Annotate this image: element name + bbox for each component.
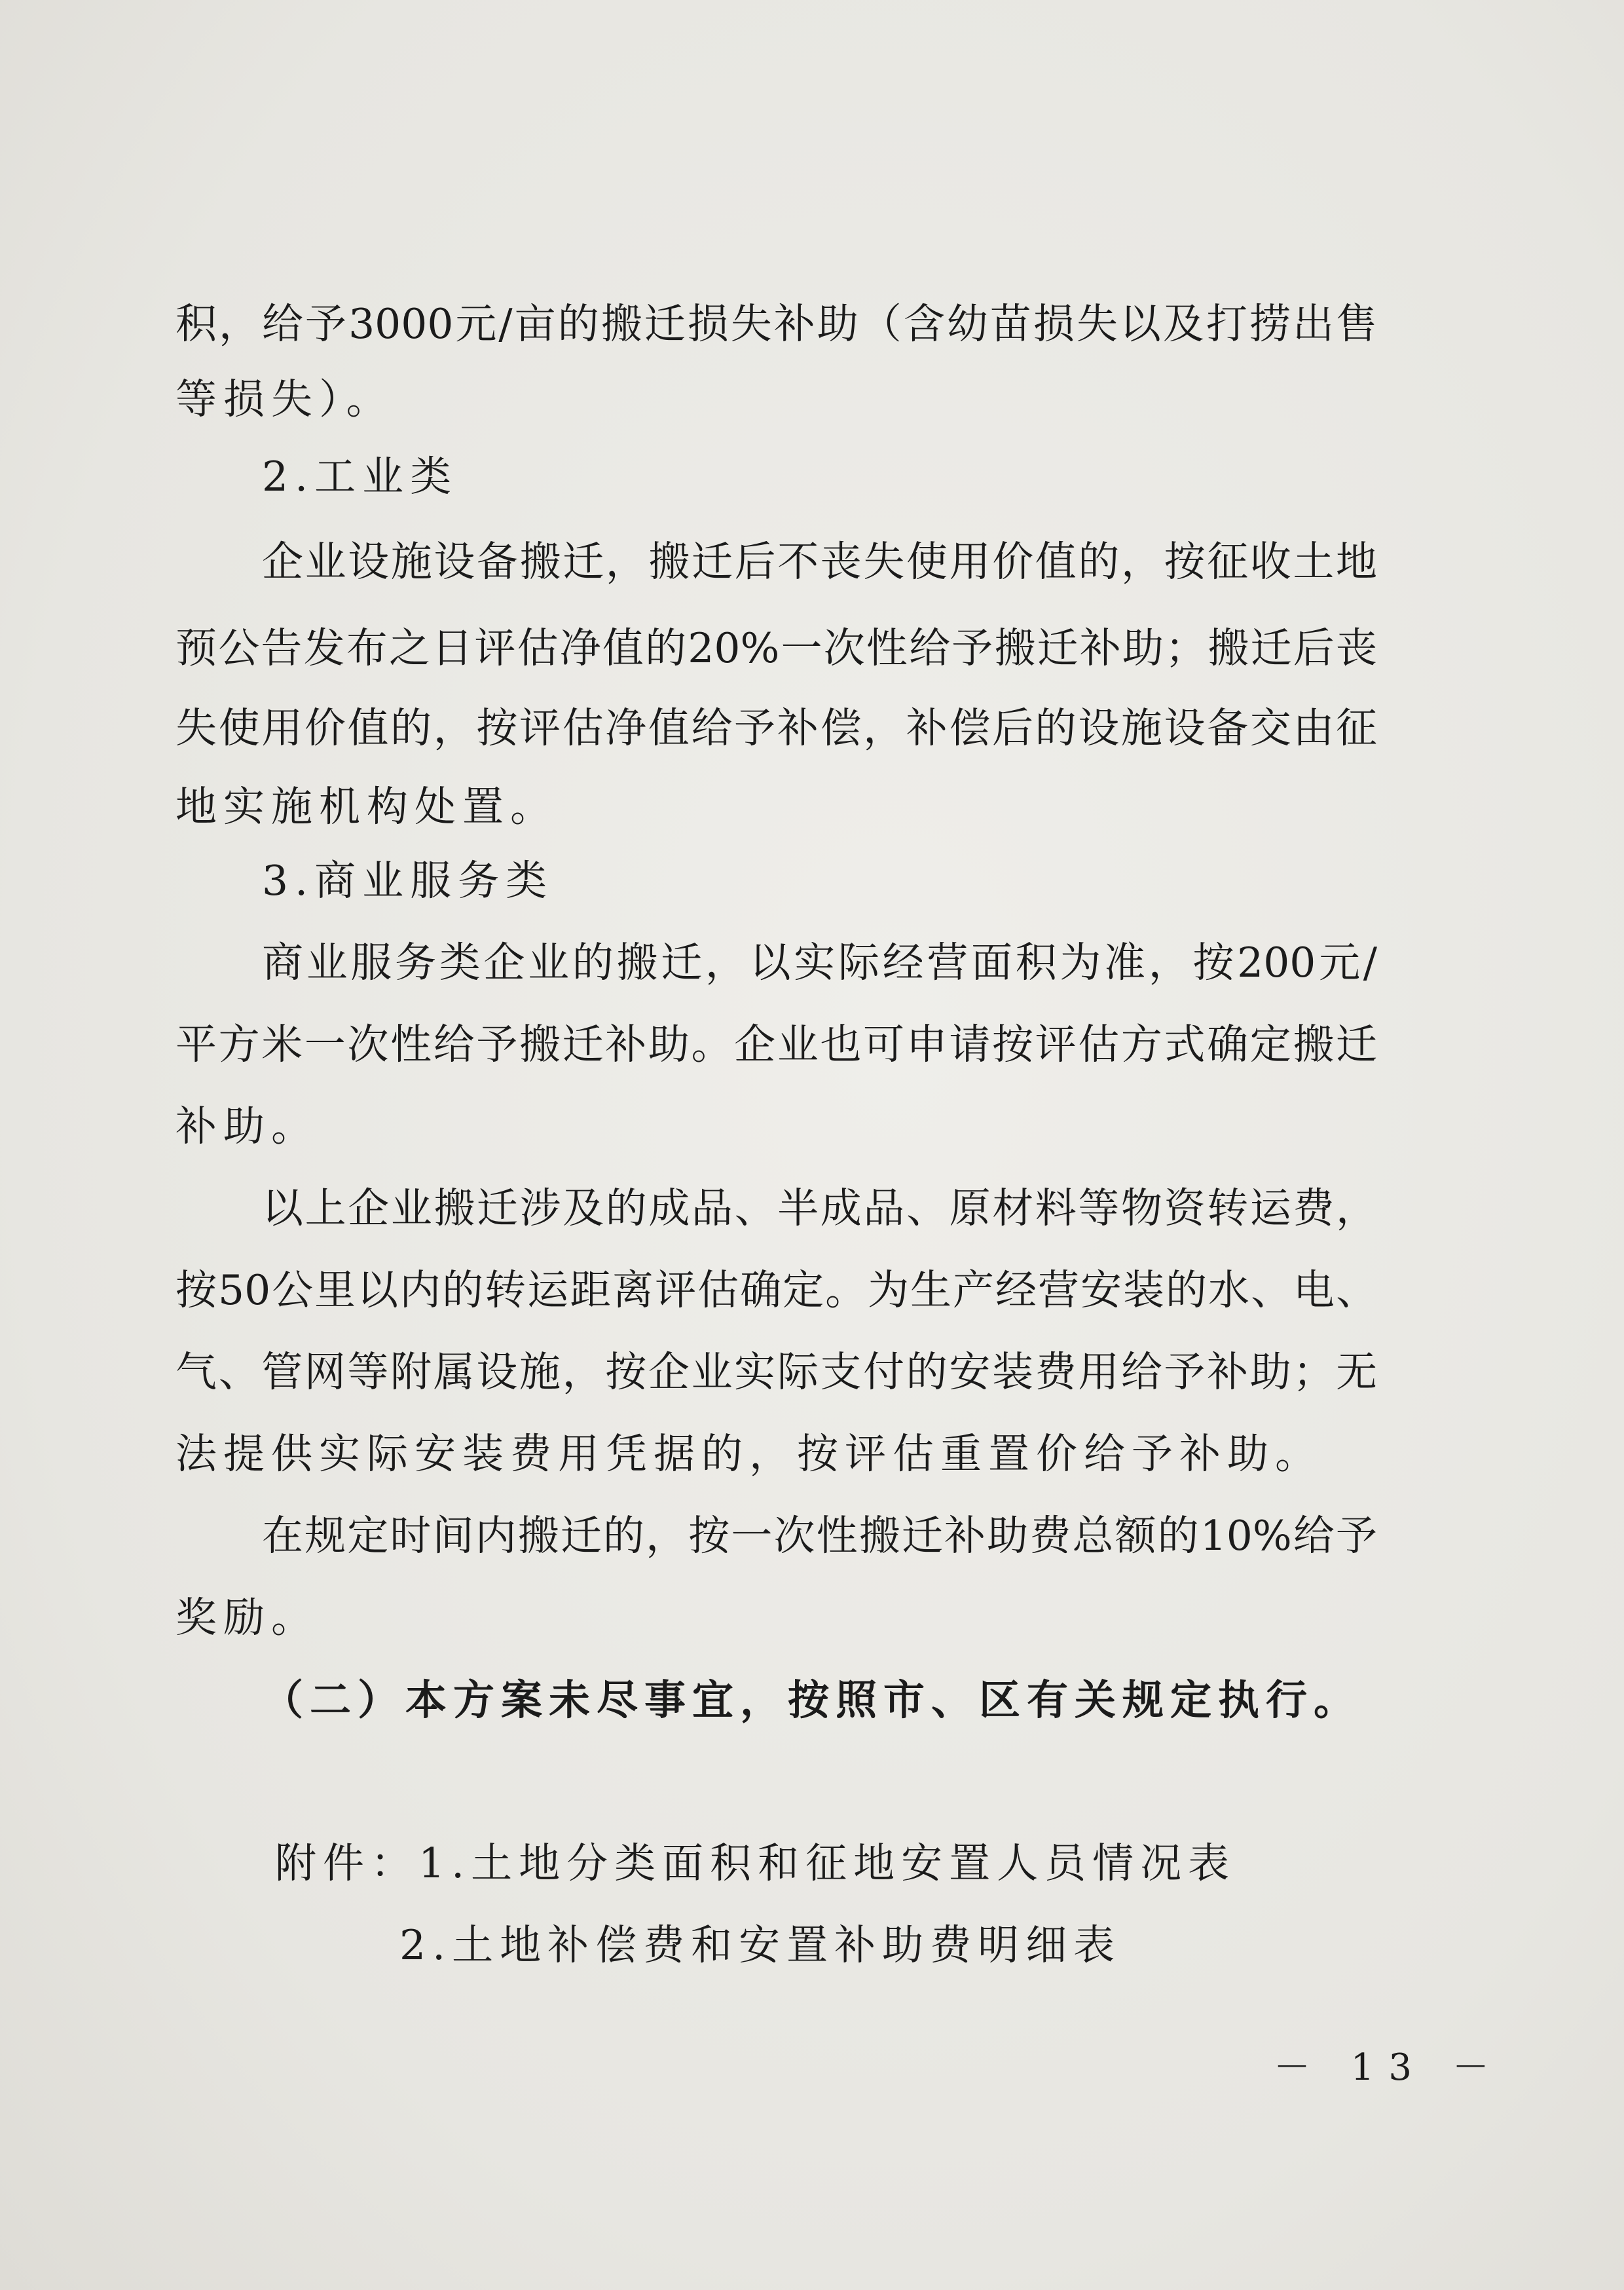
paragraph-line: 积，给予3000元/亩的搬迁损失补助（含幼苗损失以及打捞出售 <box>175 300 1377 348</box>
paragraph-line: 失使用价值的，按评估净值给予补偿，补偿后的设施设备交由征 <box>175 704 1377 752</box>
paragraph-line: 在规定时间内搬迁的，按一次性搬迁补助费总额的10%给予 <box>262 1512 1377 1560</box>
paragraph-line: 平方米一次性给予搬迁补助。企业也可申请按评估方式确定搬迁 <box>175 1021 1377 1068</box>
attachments-label: 附件： <box>275 1839 418 1887</box>
attachment-item: 2.土地补偿费和安置补助费明细表 <box>399 1921 1122 1969</box>
paragraph-line: 补助。 <box>175 1102 319 1150</box>
paragraph-line: 商业服务类企业的搬迁，以实际经营面积为准，按200元/ <box>262 939 1377 986</box>
paragraph-line: 奖励。 <box>175 1594 319 1642</box>
paragraph-line: 气、管网等附属设施，按企业实际支付的安装费用给予补助；无 <box>175 1348 1377 1396</box>
section-heading-industry: 2.工业类 <box>262 453 458 500</box>
paragraph-line: 企业设施设备搬迁，搬迁后不丧失使用价值的，按征收土地 <box>262 538 1377 586</box>
paragraph-line: 法提供实际安装费用凭据的，按评估重置价给予补助。 <box>175 1430 1323 1478</box>
section-heading-commercial: 3.商业服务类 <box>262 857 554 905</box>
page-number: － 13 － <box>1274 2046 1504 2089</box>
paragraph-line: 按50公里以内的转运距离评估确定。为生产经营安装的水、电、 <box>175 1266 1377 1314</box>
paragraph-line: 预公告发布之日评估净值的20%一次性给予搬迁补助；搬迁后丧 <box>175 624 1377 672</box>
paragraph-line: 等损失）。 <box>175 375 394 423</box>
attachments-block <box>275 1837 1236 1890</box>
attachment-item: 1.土地分类面积和征地安置人员情况表 <box>418 1839 1236 1887</box>
section-heading-unresolved-matters: （二）本方案未尽事宜，按照市、区有关规定执行。 <box>262 1676 1361 1724</box>
paragraph-line: 地实施机构处置。 <box>175 783 558 831</box>
paragraph-line: 以上企业搬迁涉及的成品、半成品、原材料等物资转运费， <box>262 1184 1377 1232</box>
